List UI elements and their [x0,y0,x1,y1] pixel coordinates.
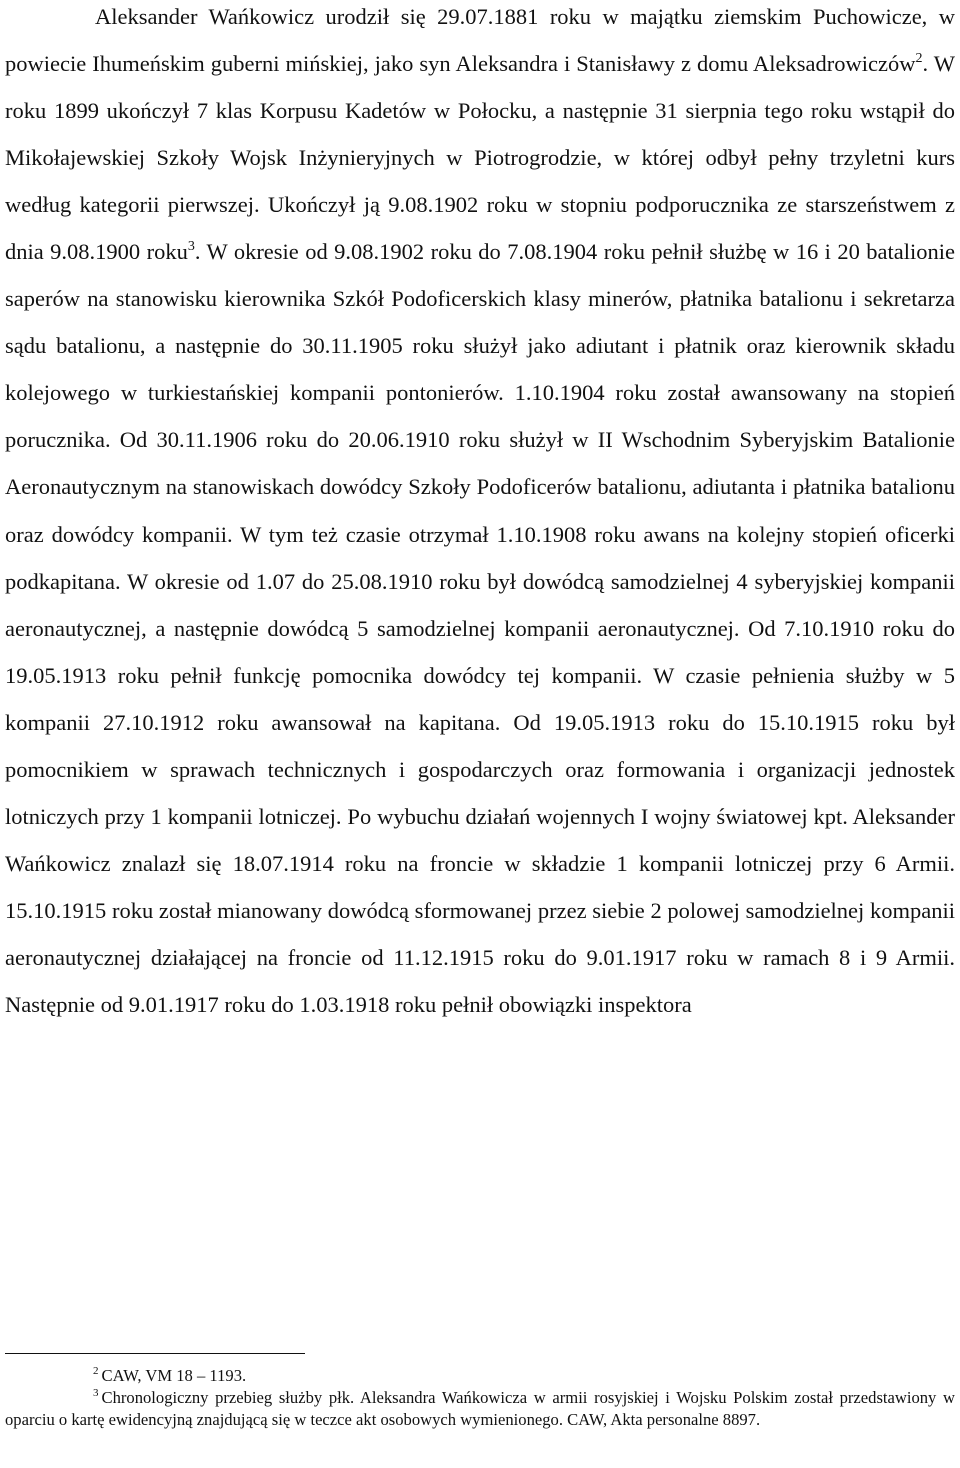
body-paragraph [5,0,955,1028]
footnote-ref-3: 3 [187,239,195,255]
footnote-text: Chronologiczny przebieg służby płk. Aleksandra Wańkowicza w armii rosyjskiej i Wojsku Polskim został przedstawiony w oparciu o kartę ewidencyjną znajdującą się w teczce akt osobowych wymienionego. CAW, Akta personalne 8897. [5,1388,955,1429]
body-text-part-3: . W okresie od 9.08.1902 roku do 7.08.1904 roku pełnił służbę w 16 i 20 batalionie saperów na stanowisku kierownika Szkół Podoficerskich klasy minerów, płatnika batalionu i sekretarza sądu batalionu, a następnie do 30.11.1905 roku służył jako adiutant i płatnik oraz kierownik składu kolejowego w turkiestańskiej kompanii pontonierów. 1.10.1904 roku został awansowany na stopień porucznika. Od 30.11.1906 roku do 20.06.1910 roku służył w II Wschodnim Syberyjskim Batalionie Aeronautycznym na stanowiskach dowódcy Szkoły Podoficerów batalionu, adiutanta i płatnika batalionu oraz dowódcy kompanii. W tym też czasie otrzymał 1.10.1908 roku awans na kolejny stopień oficerki podkapitana. W okresie od 1.07 do 25.08.1910 roku był dowódcą samodzielnej 4 syberyjskiej kompanii aeronautycznej, a następnie dowódcą 5 samodzielnej kompanii aeronautycznej. Od 7.10.1910 roku do 19.05.1913 roku pełnił funkcję pomocnika dowódcy tej kompanii. W czasie pełnienia służby w 5 kompanii 27.10.1912 roku awansował na kapitana. Od 19.05.1913 roku do 15.10.1915 roku był pomocnikiem w sprawach technicznych i gospodarczych oraz formowania i organizacji jednostek lotniczych przy 1 kompanii lotniczej. Po wybuchu działań wojennych I wojny światowej kpt. Aleksander Wańkowicz znalazł się 18.07.1914 roku na froncie w składzie 1 kompanii lotniczej przy 6 Armii. 15.10.1915 roku został mianowany dowódcą sformowanej przez siebie 2 polowej samodzielnej kompanii aeronautycznej działającej na froncie od 11.12.1915 roku do 9.01.1917 roku w ramach 8 i 9 Armii. Następnie od 9.01.1917 roku do 1.03.1918 roku pełnił obowiązki inspektora [5,239,955,1017]
body-text-part-2: . W roku 1899 ukończył 7 klas Korpusu Kadetów w Połocku, a następnie 31 sierpnia tego roku wstąpił do Mikołajewskiej Szkoły Wojsk Inżynieryjnych w Piotrogrodzie, w której odbył pełny trzyletni kurs według kategorii pierwszej. Ukończył ją 9.08.1902 roku w stopniu podporucznika ze starszeństwem z dnia 9.08.1900 roku [5,51,955,265]
footnote-text: CAW, VM 18 – 1193. [101,1366,247,1385]
footnote-ref-2: 2 [915,51,923,67]
footnotes [5,1365,955,1431]
footnote-3: 3 Chronologiczny przebieg służby płk. Aleksandra Wańkowicza w armii rosyjskiej i Wojsku Polskim został przedstawiony w oparciu o kartę ewidencyjną znajdującą się w teczce akt osobowych wymienionego. CAW, Akta personalne 8897. [5,1387,955,1429]
footnote-separator [5,1353,305,1354]
body-text-part-1: Aleksander Wańkowicz urodził się 29.07.1881 roku w majątku ziemskim Puchowicze, w powiecie Ihumeńskim guberni mińskiej, jako syn Aleksandra i Stanisławy z domu Aleksadrowiczów [5,4,955,77]
footnote-2: 2 CAW, VM 18 – 1193. [93,1365,247,1385]
